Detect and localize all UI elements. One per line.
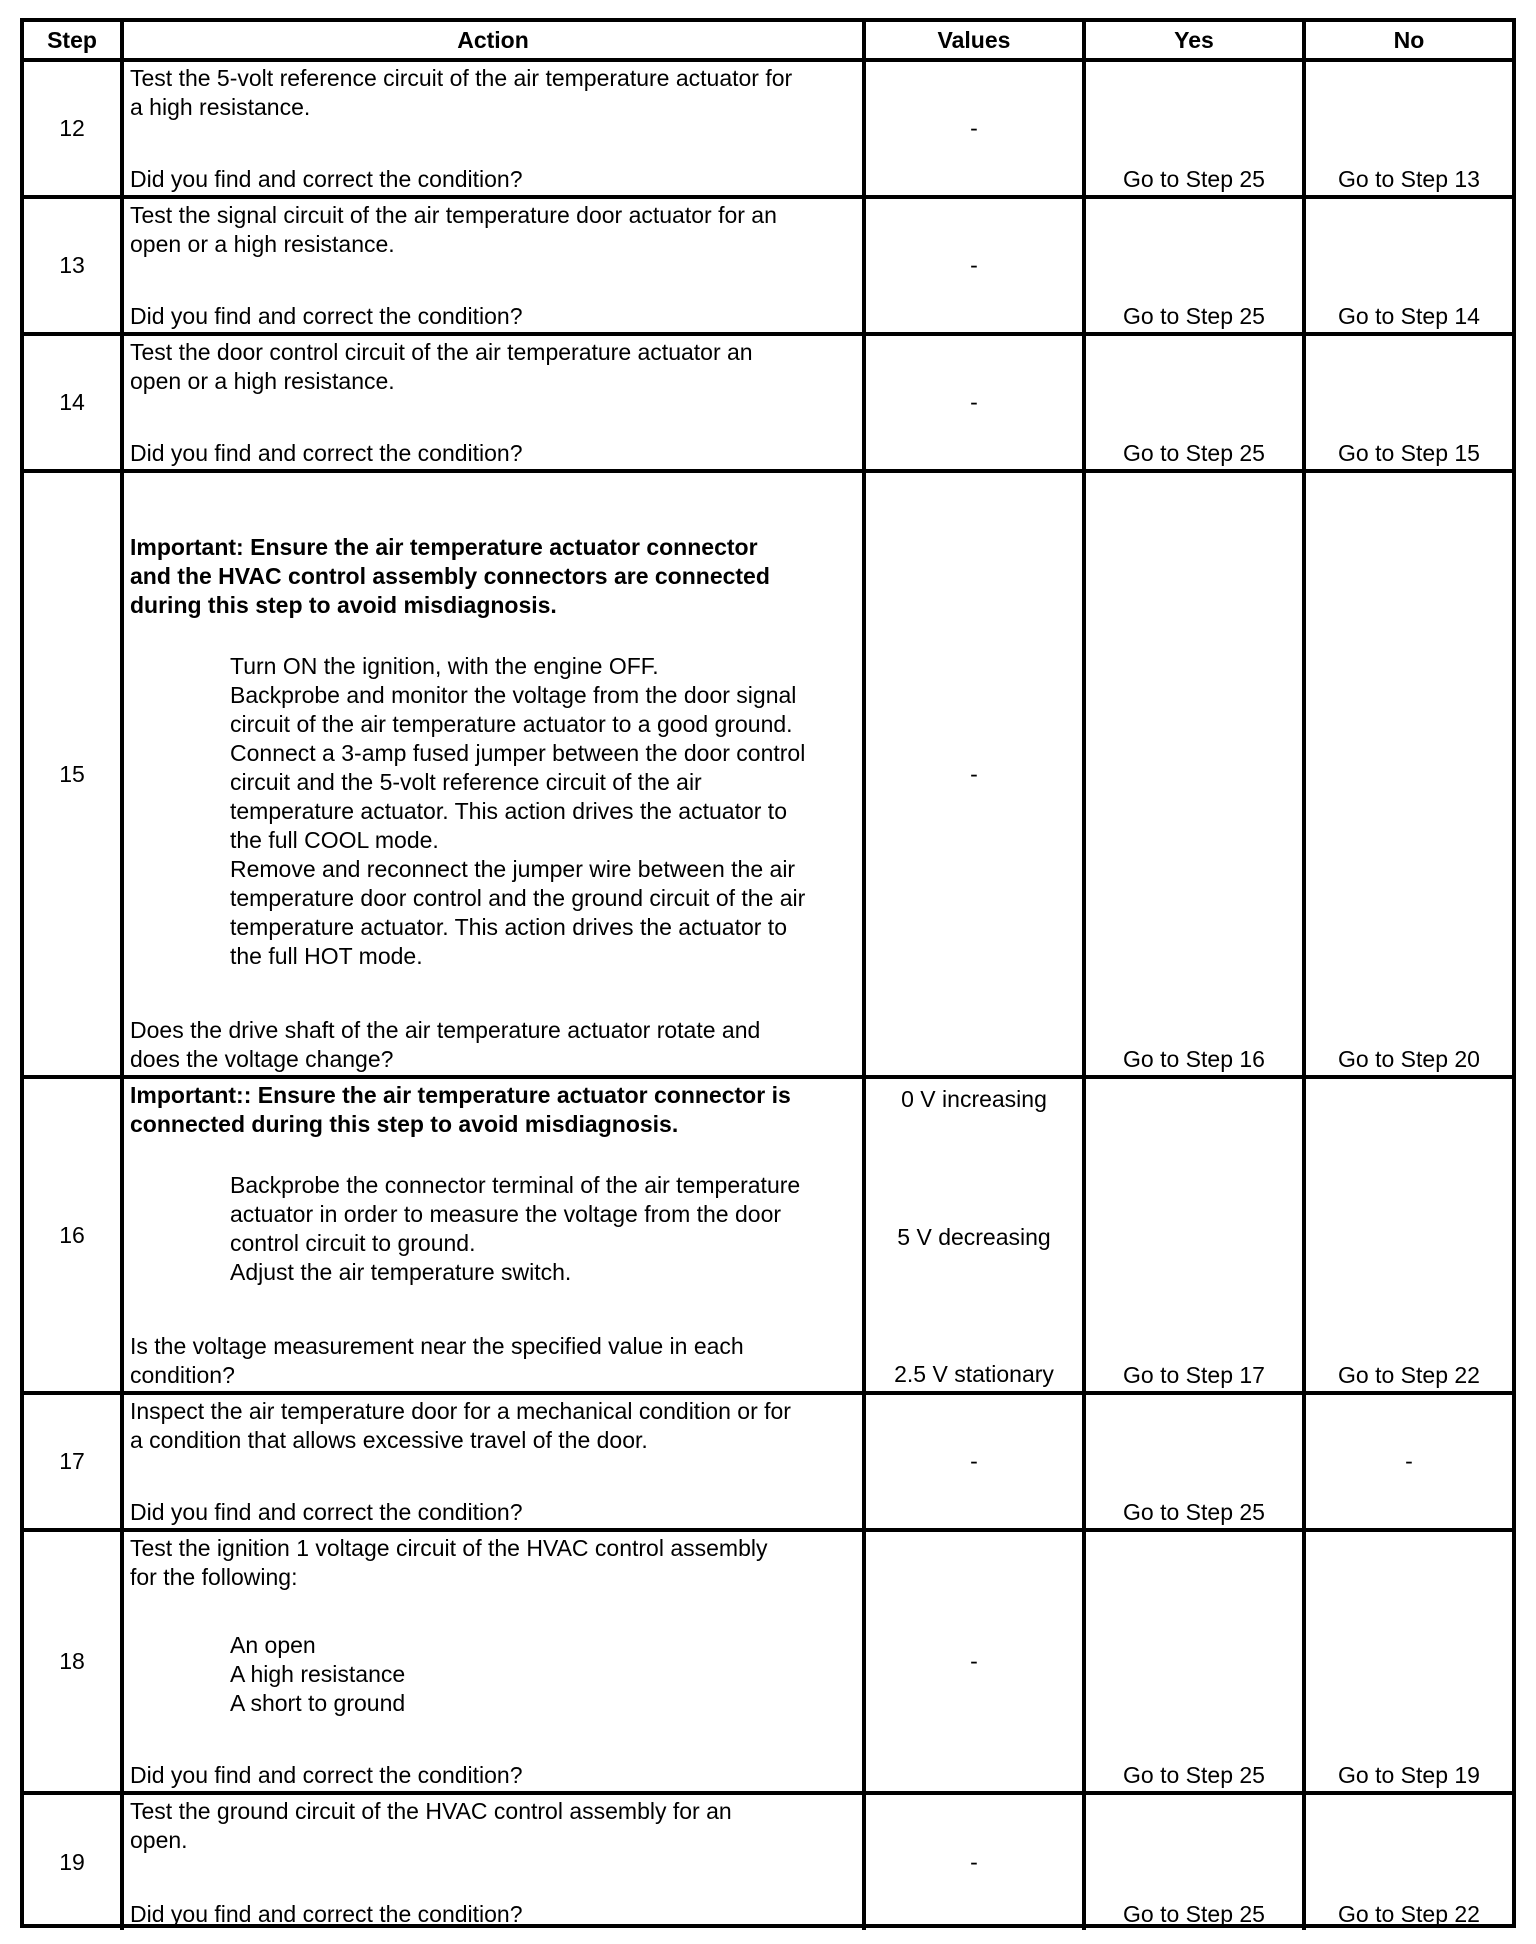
question-line: condition? [130,1362,235,1388]
value-cell: - [864,1530,1084,1793]
procedure-line: circuit of the air temperature actuator to a good ground. [230,711,793,737]
step-number: 16 [24,1077,122,1393]
action-line: Test the ground circuit of the HVAC control assembly for an [130,1798,732,1824]
procedure-line: Turn ON the ignition, with the engine OFF. [230,653,659,679]
table-row [24,334,1512,471]
question-line: Is the voltage measurement near the specified value in each [130,1333,744,1359]
condition-item: An open [230,1632,316,1658]
step-number: 13 [24,197,122,334]
procedure-line: the full HOT mode. [230,943,423,969]
important-line: and the HVAC control assembly connectors are connected [130,563,770,589]
action-line: open or a high resistance. [130,231,395,257]
no-cell: Go to Step 13 [1304,60,1512,197]
step-number: 18 [24,1530,122,1793]
no-cell: Go to Step 19 [1304,1530,1512,1793]
value-item: 0 V increasing [901,1086,1047,1112]
action-cell [122,1077,864,1393]
step-number: 19 [24,1793,122,1930]
important-note [130,1081,856,1139]
condition-item: A high resistance [230,1661,406,1687]
table-row [24,1793,1512,1930]
condition-item: A short to ground [230,1690,406,1716]
action-text [130,1534,856,1592]
table-row [24,1530,1512,1793]
procedure-steps [130,1171,856,1287]
value-item: 5 V decreasing [897,1223,1051,1250]
question-text: Did you find and correct the condition? [130,303,523,329]
procedure-line: the full COOL mode. [230,827,439,853]
table-row [24,197,1512,334]
procedure-line: Adjust the air temperature switch. [230,1259,572,1285]
no-cell: Go to Step 15 [1304,334,1512,471]
question-text [130,1332,856,1390]
yes-cell: Go to Step 25 [1084,334,1304,471]
action-text [130,201,856,259]
action-cell [122,1793,864,1930]
action-cell [122,1393,864,1530]
value-cell: - [864,197,1084,334]
question-text: Did you find and correct the condition? [130,440,523,466]
important-line: connected during this step to avoid misdiagnosis. [130,1111,679,1137]
yes-cell: Go to Step 16 [1084,471,1304,1077]
yes-cell: Go to Step 25 [1084,197,1304,334]
value-cell: - [864,334,1084,471]
action-line: Test the signal circuit of the air temperature door actuator for an [130,202,777,228]
important-line: Important:: Ensure the air temperature actuator connector is [130,1082,791,1108]
yes-cell: Go to Step 25 [1084,1393,1304,1530]
yes-cell: Go to Step 25 [1084,1530,1304,1793]
no-cell: Go to Step 14 [1304,197,1512,334]
important-line: Important: Ensure the air temperature actuator connector [130,534,758,560]
procedure-steps [130,652,856,971]
procedure-line: Connect a 3-amp fused jumper between the door control [230,740,806,766]
question-text: Did you find and correct the condition? [130,1901,523,1927]
header-yes: Yes [1084,22,1304,60]
action-line: Test the 5-volt reference circuit of the air temperature actuator for [130,65,793,91]
condition-list [130,1631,856,1718]
action-line: open. [130,1827,188,1853]
value-cell: - [864,1393,1084,1530]
step-number: 15 [24,471,122,1077]
question-text [130,1016,856,1074]
important-note [130,533,856,620]
action-line: for the following: [130,1564,298,1590]
question-text: Did you find and correct the condition? [130,166,523,192]
action-text [130,1397,856,1455]
header-no: No [1304,22,1512,60]
header-step: Step [47,26,97,53]
action-text [130,1797,856,1855]
value-cell: - [864,471,1084,1077]
procedure-line: Backprobe the connector terminal of the air temperature [230,1172,801,1198]
question-line: does the voltage change? [130,1046,394,1072]
action-line: Test the door control circuit of the air temperature actuator an [130,339,753,365]
procedure-line: temperature actuator. This action drives the actuator to [230,798,787,824]
diagnostic-table [24,22,1512,1930]
action-line: open or a high resistance. [130,368,395,394]
value-item: 2.5 V stationary [894,1361,1054,1387]
header-row [24,22,1512,60]
action-text [130,338,856,396]
action-cell [122,471,864,1077]
yes-cell: Go to Step 25 [1084,60,1304,197]
value-cell: - [864,1793,1084,1930]
step-number: 17 [24,1393,122,1530]
question-text: Did you find and correct the condition? [130,1762,523,1788]
table-row [24,1393,1512,1530]
procedure-line: actuator in order to measure the voltage from the door [230,1201,782,1227]
value-cell [864,1077,1084,1393]
action-cell [122,1530,864,1793]
question-line: Does the drive shaft of the air temperature actuator rotate and [130,1017,761,1043]
action-line: Test the ignition 1 voltage circuit of the HVAC control assembly [130,1535,768,1561]
step-number: 14 [24,334,122,471]
table-row [24,60,1512,197]
yes-cell: Go to Step 25 [1084,1793,1304,1930]
important-line: during this step to avoid misdiagnosis. [130,592,557,618]
no-cell: - [1304,1393,1512,1530]
table-row [24,1077,1512,1393]
value-cell: - [864,60,1084,197]
action-cell [122,60,864,197]
procedure-line: Backprobe and monitor the voltage from the door signal [230,682,797,708]
header-values: Values [864,22,1084,60]
no-cell: Go to Step 22 [1304,1077,1512,1393]
header-action: Action [122,22,864,60]
action-cell [122,197,864,334]
question-text: Did you find and correct the condition? [130,1499,523,1525]
table-row [24,471,1512,1077]
procedure-line: Remove and reconnect the jumper wire between the air [230,856,796,882]
step-number: 12 [24,60,122,197]
procedure-line: control circuit to ground. [230,1230,476,1256]
procedure-line: circuit and the 5-volt reference circuit of the air [230,769,702,795]
action-line: a condition that allows excessive travel of the door. [130,1427,648,1453]
diagnostic-table-frame [20,18,1516,1928]
procedure-line: temperature actuator. This action drives the actuator to [230,914,787,940]
action-line: a high resistance. [130,94,311,120]
action-cell [122,334,864,471]
procedure-line: temperature door control and the ground circuit of the air [230,885,806,911]
yes-cell: Go to Step 17 [1084,1077,1304,1393]
no-cell: Go to Step 20 [1304,471,1512,1077]
action-line: Inspect the air temperature door for a mechanical condition or for [130,1398,791,1424]
action-text [130,64,856,122]
no-cell: Go to Step 22 [1304,1793,1512,1930]
